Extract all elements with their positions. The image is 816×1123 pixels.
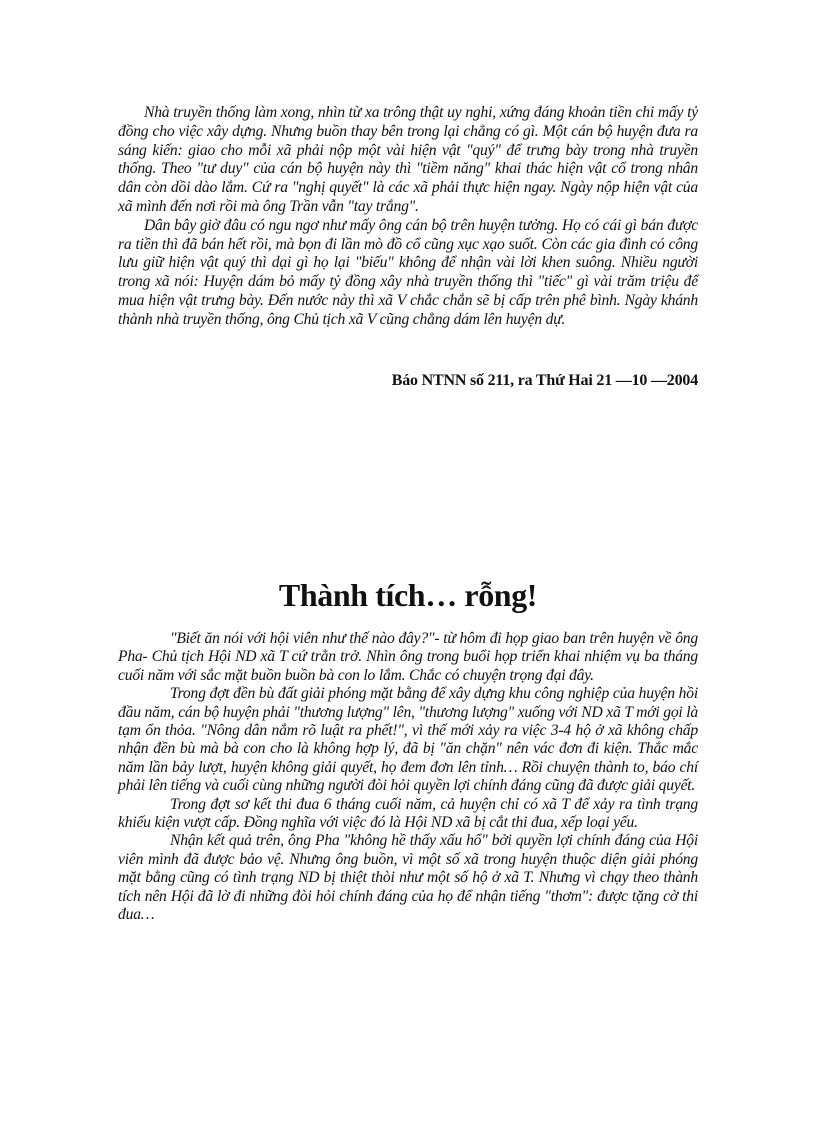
article-one-source: Báo NTNN số 211, ra Thứ Hai 21 —10 —2004 [391, 372, 698, 389]
article-two-paragraph: Trong đợt đền bù đất giải phóng mặt bằng để xây dựng khu công nghiệp của huyện hồi đầu năm, cán bộ huyện phải "thương lượng" lên, "thương lượng" xuống với ND xã T mới gọi là tạm ổn thỏa. "Nông dân nắm rõ luật ra phết!", vì thế mới xảy ra việc 3-4 hộ ở xã không chấp nhận đền bù mà bà con cho là không hợp lý, đã bị "ăn chặn" nên vác đơn đi kiện. Thắc mắc năm lần bảy lượt, huyện không giải quyết, họ đem đơn lên tỉnh… Rồi chuyện thành to, báo chí phải lên tiếng và cuối cùng những người đòi hỏi quyền lợi chính đáng cũng đã được giải quyết. [118, 685, 698, 795]
article-one-paragraph: Nhà truyền thống làm xong, nhìn từ xa trông thật uy nghi, xứng đáng khoản tiền chi mấy tỷ đồng cho việc xây dựng. Nhưng buồn thay bên trong lại chẳng có gì. Một cán bộ huyện đưa ra sáng kiến: giao cho mỗi xã phải nộp một vài hiện vật "quý" để trưng bày trong nhà truyền thống. Theo "tư duy" của cán bộ huyện này thì "tiềm năng" khai thác hiện vật cổ trong nhân dân còn dồi dào lắm. Cứ ra "nghị quyết" là các xã phải thực hiện ngay. Ngày nộp hiện vật của xã mình đến nơi rồi mà ông Trần vẫn "tay trắng". [118, 104, 698, 215]
article-two-paragraph: Trong đợt sơ kết thi đua 6 tháng cuối năm, cả huyện chỉ có xã T để xảy ra tình trạng khiếu kiện vượt cấp. Đồng nghĩa với việc đó là Hội ND xã bị cắt thi đua, xếp loại yếu. [118, 795, 698, 832]
article-two-paragraph: "Biết ăn nói với hội viên như thế nào đây?"- từ hôm đi họp giao ban trên huyện về ông Pha- Chủ tịch Hội ND xã T cứ trằn trở. Nhìn ông trong buổi họp triển khai nhiệm vụ ba tháng cuối năm với sắc mặt buồn buồn bà con lo lắm. Chắc có chuyện trọng đại đây. [118, 630, 698, 684]
article-two [118, 630, 698, 925]
article-one-paragraph: Dân bây giờ đâu có ngu ngơ như mấy ông cán bộ trên huyện tưởng. Họ có cái gì bán được ra tiền thì đã bán hết rồi, mà bọn đi lần mò đồ cổ cũng xục xạo suốt. Còn các gia đình có công lưu giữ hiện vật quý thì dại gì họ lại "biếu" không để nhận vài lời khen suông. Nhiều người trong xã nói: Huyện dám bỏ mấy tỷ đồng xây nhà truyền thống thì "tiếc" gì vài trăm triệu để mua hiện vật trưng bày. Đến nước này thì xã V chắc chắn sẽ bị cấp trên phê bình. Ngày khánh thành nhà truyền thống, ông Chủ tịch xã V cũng chẳng dám lên huyện dự. [118, 216, 698, 328]
article-two-paragraph: Nhận kết quả trên, ông Pha "không hề thấy xấu hổ" bởi quyền lợi chính đáng của Hội viên mình đã được bảo vệ. Nhưng ông buồn, vì một số xã trong huyện thuộc diện giải phóng mặt bằng cũng có tình trạng ND bị thiệt thòi như một số hộ ở xã T. Nhưng vì chạy theo thành tích nên Hội đã lờ đi những đòi hỏi chính đáng của họ để nhận tiếng "thơm": được tặng cờ thi đua… [118, 832, 698, 924]
article-one [118, 104, 698, 330]
article-two-title: Thành tích… rỗng! [278, 577, 538, 613]
